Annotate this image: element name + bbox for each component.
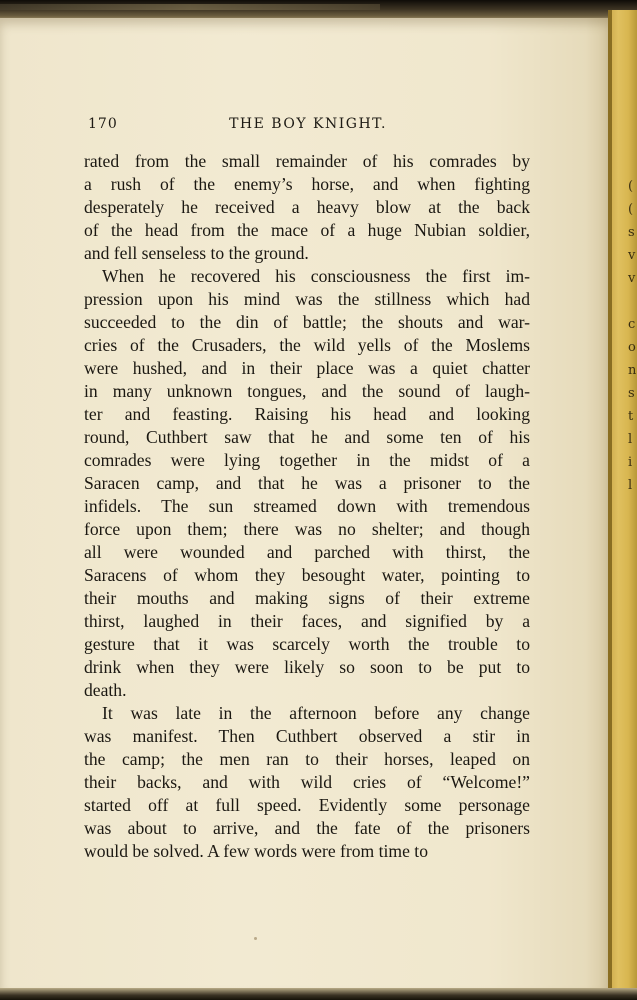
bleed-glyph: n — [628, 363, 637, 378]
text-line: cries of the Crusaders, the wild yells of the Moslems — [84, 335, 530, 355]
text-line: was manifest. Then Cuthbert observed a stir in — [84, 726, 530, 746]
text-line: death. — [84, 680, 127, 700]
text-line: their backs, and with wild cries of “Welcome!” — [84, 772, 530, 792]
text-line: of the head from the mace of a huge Nubian soldier, — [84, 220, 530, 240]
bleed-glyph: c — [628, 317, 636, 332]
bleed-glyph: s — [628, 225, 635, 240]
text-line: When he recovered his consciousness the first im- — [102, 266, 530, 286]
bleed-glyph: v — [628, 271, 636, 286]
text-line: their mouths and making signs of their extreme — [84, 588, 530, 608]
text-line: round, Cuthbert saw that he and some ten of his — [84, 427, 530, 447]
text-line: would be solved. A few words were from time to — [84, 841, 428, 861]
text-line: gesture that it was scarcely worth the trouble to — [84, 634, 530, 654]
bleed-glyph: o — [628, 340, 636, 355]
running-head: THE BOY KNIGHT. — [229, 116, 387, 132]
text-line: ter and feasting. Raising his head and looking — [84, 404, 530, 424]
paragraph — [84, 265, 530, 702]
text-line: in many unknown tongues, and the sound of laugh- — [84, 381, 530, 401]
text-line: rated from the small remainder of his comrades by — [84, 151, 530, 171]
paper-speck — [254, 937, 257, 940]
text-line: comrades were lying together in the midst of a — [84, 450, 530, 470]
bleed-glyph: s — [628, 386, 635, 401]
bleed-glyph: l — [628, 478, 633, 493]
text-line: a rush of the enemy’s horse, and when fighting — [84, 174, 530, 194]
text-line: desperately he received a heavy blow at the back — [84, 197, 530, 217]
bleed-glyph: l — [628, 432, 633, 447]
bleed-glyph: ( — [628, 179, 634, 194]
text-line: pression upon his mind was the stillness which had — [84, 289, 530, 309]
text-line: It was late in the afternoon before any change — [102, 703, 530, 723]
page-edge-gilt — [608, 10, 637, 1000]
text-line: all were wounded and parched with thirst, the — [84, 542, 530, 562]
page-number: 170 — [88, 116, 118, 132]
bleed-glyph: ( — [628, 202, 634, 217]
bleed-glyph: i — [628, 455, 633, 470]
text-line: was about to arrive, and the fate of the prisoners — [84, 818, 530, 838]
text-line: thirst, laughed in their faces, and signified by a — [84, 611, 530, 631]
bottom-edge — [0, 988, 637, 1000]
text-line: infidels. The sun streamed down with tremendous — [84, 496, 530, 516]
text-line: force upon them; there was no shelter; and though — [84, 519, 530, 539]
bleed-glyph: v — [628, 248, 636, 263]
text-line: the camp; the men ran to their horses, leaped on — [84, 749, 530, 769]
text-line: started off at full speed. Evidently some personage — [84, 795, 530, 815]
text-line: Saracen camp, and that he was a prisoner to the — [84, 473, 530, 493]
text-line: and fell senseless to the ground. — [84, 243, 309, 263]
text-line: drink when they were likely so soon to be put to — [84, 657, 530, 677]
text-line: Saracens of whom they besought water, pointing to — [84, 565, 530, 585]
top-binding — [0, 0, 637, 20]
body-text — [84, 150, 530, 863]
text-line: succeeded to the din of battle; the shouts and war- — [84, 312, 530, 332]
text-line: were hushed, and in their place was a quiet chatter — [84, 358, 530, 378]
paragraph — [84, 702, 530, 863]
paragraph — [84, 150, 530, 265]
bleed-glyph: t — [628, 409, 634, 424]
